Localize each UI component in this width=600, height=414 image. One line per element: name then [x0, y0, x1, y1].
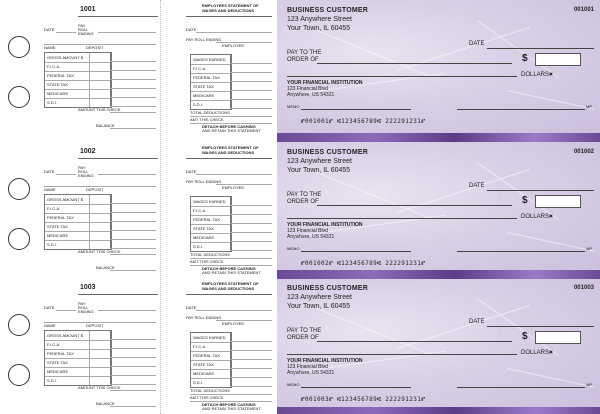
dollar-sign: $ — [522, 331, 528, 342]
payroll-ending-label: PAY ROLL ENDING — [186, 37, 222, 42]
statement-header-line1: EMPLOYEES STATEMENT OF — [202, 281, 259, 286]
stub-row-label: FEDERAL TAX — [47, 351, 74, 356]
micr-line: ⑈001003⑈ ⑆123456789⑆ 222291231⑈ — [301, 396, 426, 403]
date-label: DATE — [469, 319, 485, 325]
payroll-ending-label: PAY ROLL ENDING — [186, 315, 222, 320]
business-address-line2: Your Town, IL 60455 — [287, 167, 351, 174]
deposit-label: DEPOSIT — [86, 45, 104, 50]
detach-instruction-line1: DETACH BEFORE CASHING — [202, 266, 256, 271]
name-label: NAME — [44, 187, 56, 192]
stub-row-label: S.D.I. — [47, 100, 58, 105]
date-label: DATE — [469, 183, 485, 189]
amount-box[interactable] — [535, 195, 581, 208]
stub-deductions-grid — [44, 52, 112, 108]
check-body — [277, 142, 600, 276]
balance-label: BALANCE — [96, 401, 115, 406]
stub-row-label: F.I.C.A. — [47, 206, 61, 211]
deposit-label: DEPOSIT — [86, 187, 104, 192]
payroll-ending-label: PAY ROLL ENDING — [186, 179, 222, 184]
security-lock-icon: ▣ — [549, 349, 553, 354]
amount-this-check-label: AMOUNT THIS CHECK — [78, 249, 121, 254]
mp-label: MP — [586, 382, 592, 387]
binder-hole-icon — [8, 36, 30, 58]
check-number: 001001 — [573, 7, 594, 13]
balance-label: BALANCE — [96, 123, 115, 128]
statement-row-label: STATE TAX — [193, 362, 214, 367]
payroll-ending-label: PAY ROLL ENDING — [78, 23, 94, 36]
balance-label: BALANCE — [96, 265, 115, 270]
amount-this-check-label: AMT THIS CHECK — [190, 117, 224, 122]
check-body — [277, 278, 600, 412]
business-name: BUSINESS CUSTOMER — [287, 285, 369, 292]
pay-to-label-line2: ORDER OF — [287, 335, 319, 341]
name-label: NAME — [44, 323, 56, 328]
security-lock-icon: ▣ — [549, 71, 553, 76]
dollars-label: DOLLARS — [521, 214, 550, 220]
payroll-ending-label: PAY ROLL ENDING — [78, 165, 94, 178]
institution-address-line2: Anywhere, US 54321 — [287, 92, 335, 98]
amount-this-check-label: AMOUNT THIS CHECK — [78, 107, 121, 112]
check-row — [0, 278, 600, 412]
employee-label: EMPLOYEE — [222, 43, 245, 48]
stub-row-label: MEDICARE — [47, 91, 69, 96]
mp-label: MP — [586, 246, 592, 251]
institution-address-line1: 123 Financial Blvd — [287, 86, 328, 92]
amount-box[interactable] — [535, 331, 581, 344]
employee-label: EMPLOYEE — [222, 321, 245, 326]
total-deductions-label: TOTAL DEDUCTIONS — [190, 388, 230, 393]
stub-row-label: F.I.C.A. — [47, 342, 61, 347]
amount-box[interactable] — [535, 53, 581, 66]
statement-row-label: S.D.I. — [193, 380, 204, 385]
statement-row-label: F.I.C.A. — [193, 66, 207, 71]
amount-this-check-label: AMT THIS CHECK — [190, 395, 224, 400]
business-address-line2: Your Town, IL 60455 — [287, 25, 351, 32]
statement-row-label: MEDICARE — [193, 93, 215, 98]
amount-this-check-label: AMT THIS CHECK — [190, 259, 224, 264]
statement-row-label: FEDERAL TAX — [193, 75, 220, 80]
stub-row-label: FEDERAL TAX — [47, 215, 74, 220]
institution-name: YOUR FINANCIAL INSTITUTION — [287, 222, 363, 228]
dollars-label: DOLLARS — [521, 72, 550, 78]
business-address-line1: 123 Anywhere Street — [287, 294, 352, 301]
statement-row-label: MEDICARE — [193, 235, 215, 240]
institution-address-line2: Anywhere, US 54321 — [287, 234, 335, 240]
binder-hole-icon — [8, 178, 30, 200]
micr-line: ⑈001002⑈ ⑆123456789⑆ 222291231⑈ — [301, 260, 426, 267]
stub-row-label: STATE TAX — [47, 360, 68, 365]
statement-header-line2: WAGES AND DEDUCTIONS — [202, 286, 255, 291]
date-label: DATE — [186, 305, 197, 310]
statement-row-label: STATE TAX — [193, 226, 214, 231]
total-deductions-label: TOTAL DEDUCTIONS — [190, 252, 230, 257]
statement-row-label: FEDERAL TAX — [193, 217, 220, 222]
detach-instruction-line2: AND RETAIN THIS STATEMENT — [202, 128, 261, 133]
check-body — [277, 0, 600, 134]
statement-row-label: S.D.I. — [193, 102, 204, 107]
memo-label: MEMO — [287, 104, 300, 109]
stub-row-label: GROSS AMOUNT $ — [47, 197, 83, 202]
detach-instruction-line1: DETACH BEFORE CASHING — [202, 402, 256, 407]
statement-header-line2: WAGES AND DEDUCTIONS — [202, 8, 255, 13]
statement-row-label: S.D.I. — [193, 244, 204, 249]
dollar-sign: $ — [522, 53, 528, 64]
statement-row-label: F.I.C.A. — [193, 208, 207, 213]
statement-grid — [190, 196, 232, 252]
security-lock-icon: ▣ — [549, 213, 553, 218]
business-address-line1: 123 Anywhere Street — [287, 16, 352, 23]
stub-deductions-grid — [44, 194, 112, 250]
statement-row-label: MEDICARE — [193, 371, 215, 376]
binder-hole-icon — [8, 86, 30, 108]
check-number: 001002 — [573, 149, 594, 155]
stub-row-label: GROSS AMOUNT $ — [47, 333, 83, 338]
binder-hole-icon — [8, 314, 30, 336]
date-label: DATE — [186, 27, 197, 32]
statement-row-label: FEDERAL TAX — [193, 353, 220, 358]
statement-grid — [190, 54, 232, 110]
check-row — [0, 142, 600, 276]
deposit-label: DEPOSIT — [86, 323, 104, 328]
mp-label: MP — [586, 104, 592, 109]
statement-row-label: STATE TAX — [193, 84, 214, 89]
statement-header-line1: EMPLOYEES STATEMENT OF — [202, 3, 259, 8]
check-divider-band — [277, 270, 600, 279]
business-name: BUSINESS CUSTOMER — [287, 149, 369, 156]
business-name: BUSINESS CUSTOMER — [287, 7, 369, 14]
pay-to-label-line1: PAY TO THE — [287, 328, 322, 334]
payroll-ending-label: PAY ROLL ENDING — [78, 301, 94, 314]
detach-instruction-line2: AND RETAIN THIS STATEMENT — [202, 406, 261, 411]
check-divider-band — [277, 133, 600, 142]
statement-header-line2: WAGES AND DEDUCTIONS — [202, 150, 255, 155]
detach-instruction-line2: AND RETAIN THIS STATEMENT — [202, 270, 261, 275]
stub-deductions-grid — [44, 330, 112, 386]
memo-label: MEMO — [287, 246, 300, 251]
check-divider-band — [277, 407, 600, 414]
stub-check-number: 1003 — [80, 284, 96, 291]
pay-to-label-line2: ORDER OF — [287, 199, 319, 205]
detach-instruction-line1: DETACH BEFORE CASHING — [202, 124, 256, 129]
stub-row-label: FEDERAL TAX — [47, 73, 74, 78]
date-label: DATE — [44, 27, 55, 32]
date-label: DATE — [469, 41, 485, 47]
amount-this-check-label: AMOUNT THIS CHECK — [78, 385, 121, 390]
business-address-line1: 123 Anywhere Street — [287, 158, 352, 165]
binder-hole-icon — [8, 228, 30, 250]
institution-address-line1: 123 Financial Blvd — [287, 364, 328, 370]
business-address-line2: Your Town, IL 60455 — [287, 303, 351, 310]
stub-row-label: S.D.I. — [47, 378, 58, 383]
stub-row-label: GROSS AMOUNT $ — [47, 55, 83, 60]
institution-name: YOUR FINANCIAL INSTITUTION — [287, 80, 363, 86]
stub-row-label: STATE TAX — [47, 82, 68, 87]
pay-to-label-line1: PAY TO THE — [287, 192, 322, 198]
stub-row-label: S.D.I. — [47, 242, 58, 247]
check-number: 001003 — [573, 285, 594, 291]
check-row — [0, 0, 600, 134]
memo-label: MEMO — [287, 382, 300, 387]
statement-row-label: WAGES EARNED — [193, 57, 226, 62]
pay-to-label-line1: PAY TO THE — [287, 50, 322, 56]
total-deductions-label: TOTAL DEDUCTIONS — [190, 110, 230, 115]
statement-grid — [190, 332, 232, 388]
stub-row-label: F.I.C.A. — [47, 64, 61, 69]
employee-label: EMPLOYEE — [222, 185, 245, 190]
name-label: NAME — [44, 45, 56, 50]
stub-check-number: 1001 — [80, 6, 96, 13]
stub-row-label: MEDICARE — [47, 233, 69, 238]
statement-row-label: WAGES EARNED — [193, 199, 226, 204]
binder-hole-icon — [8, 364, 30, 386]
dollars-label: DOLLARS — [521, 350, 550, 356]
statement-row-label: F.I.C.A. — [193, 344, 207, 349]
statement-row-label: WAGES EARNED — [193, 335, 226, 340]
date-label: DATE — [44, 169, 55, 174]
stub-row-label: STATE TAX — [47, 224, 68, 229]
institution-name: YOUR FINANCIAL INSTITUTION — [287, 358, 363, 364]
pay-to-label-line2: ORDER OF — [287, 57, 319, 63]
stub-check-number: 1002 — [80, 148, 96, 155]
dollar-sign: $ — [522, 195, 528, 206]
institution-address-line2: Anywhere, US 54321 — [287, 370, 335, 376]
statement-header-line1: EMPLOYEES STATEMENT OF — [202, 145, 259, 150]
institution-address-line1: 123 Financial Blvd — [287, 228, 328, 234]
stub-row-label: MEDICARE — [47, 369, 69, 374]
date-label: DATE — [186, 169, 197, 174]
date-label: DATE — [44, 305, 55, 310]
micr-line: ⑈001001⑈ ⑆123456789⑆ 222291231⑈ — [301, 118, 426, 125]
